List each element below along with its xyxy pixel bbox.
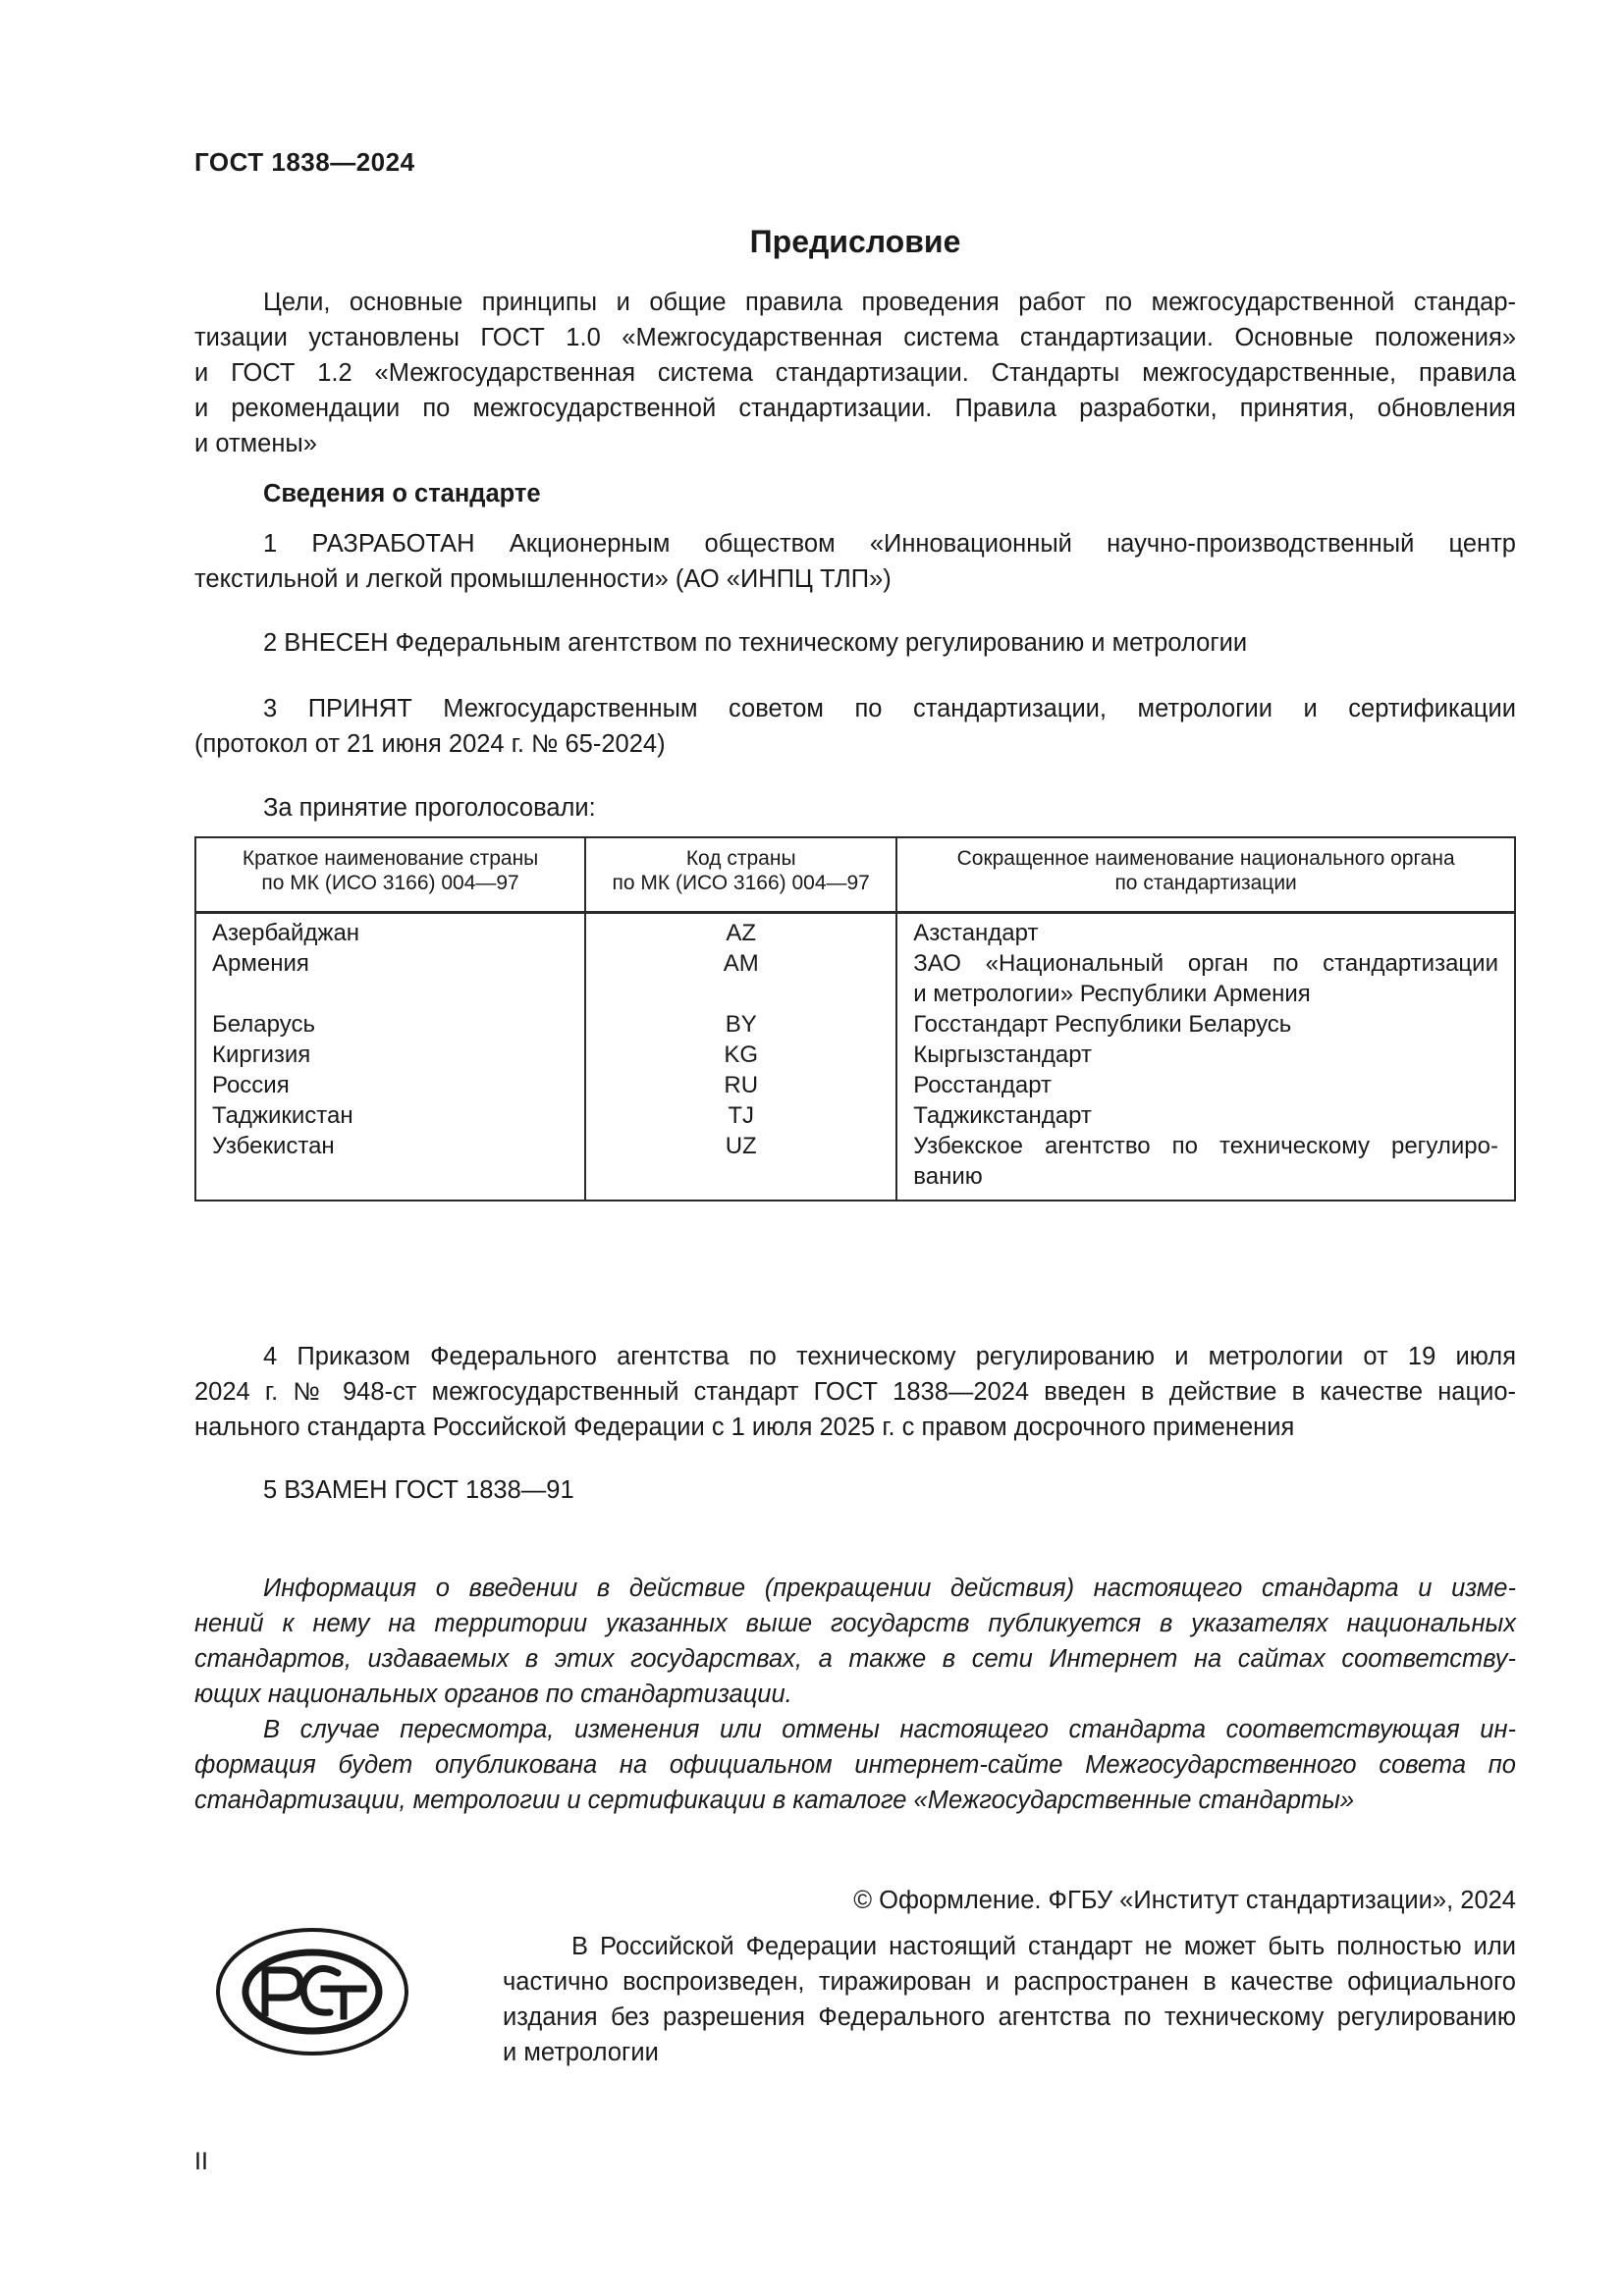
rights-line: В Российской Федерации настоящий стандарт не может быть полностью или (571, 1933, 1516, 1960)
organ-cell: ЗАО «Национальный орган по стандартизации и метрологии» Республики Армения (896, 948, 1515, 1009)
intro-line: и отмены» (194, 430, 317, 457)
code-cell: RU (585, 1070, 896, 1100)
item-1-paragraph (194, 526, 1516, 597)
code-cell: KG (585, 1040, 896, 1070)
table-row (195, 1009, 1515, 1040)
table-row (195, 1131, 1515, 1201)
organ-cell: Таджикстандарт (896, 1100, 1515, 1131)
intro-line: Цели, основные принципы и общие правила проведения работ по межгосударственной стандар- (263, 289, 1516, 316)
code-cell: AM (585, 948, 896, 1009)
country-cell: Азербайджан (195, 913, 585, 949)
organ-cell: Азстандарт (896, 913, 1515, 949)
notice-paragraph-2 (194, 1712, 1516, 1818)
table-row (195, 1100, 1515, 1131)
item-1-line: текстильной и легкой промышленности» (АО «ИНПЦ ТЛП») (194, 565, 892, 593)
organ-cell: Узбекское агентство по техническому регулиро- ванию (896, 1131, 1515, 1201)
table-header-row (195, 837, 1515, 913)
notice-line: стандартов, издаваемых в этих государствах, а также в сети Интернет на сайтах соответству- (194, 1645, 1516, 1673)
country-cell: Россия (195, 1070, 585, 1100)
notice-line: В случае пересмотра, изменения или отмены настоящего стандарта соответствующая ин- (263, 1716, 1516, 1743)
notice-line: ющих национальных органов по стандартизации. (194, 1681, 792, 1708)
rights-line: и метрологии (503, 2039, 659, 2066)
item-5-paragraph: 5 ВЗАМЕН ГОСТ 1838—91 (263, 1476, 574, 1504)
code-cell: BY (585, 1009, 896, 1040)
copyright-line: © Оформление. ФГБУ «Институт стандартизации», 2024 (853, 1887, 1516, 1914)
notice-line: Информация о введении в действие (прекращении действия) настоящего стандарта и изме- (263, 1575, 1516, 1602)
notice-paragraph-1 (194, 1571, 1516, 1712)
intro-paragraph (194, 285, 1516, 461)
column-header-country: Краткое наименование страны по МК (ИСО 3166) 004—97 (195, 837, 585, 913)
rights-line: издания без разрешения Федерального агентства по техническому регулированию (503, 2003, 1516, 2031)
item-4-line: нального стандарта Российской Федерации с 1 июля 2025 г. с правом досрочного применения (194, 1414, 1295, 1441)
voting-countries-table (194, 836, 1516, 1201)
rights-paragraph (503, 1929, 1516, 2070)
page-number: II (194, 2148, 208, 2175)
column-header-code: Код страны по МК (ИСО 3166) 004—97 (585, 837, 896, 913)
country-cell: Киргизия (195, 1040, 585, 1070)
gost-r-conformity-mark-icon (214, 1926, 410, 2058)
intro-line: тизации установлены ГОСТ 1.0 «Межгосударственная система стандартизации. Основные положения» (194, 324, 1516, 351)
column-header-organ: Сокращенное наименование национального органа по стандартизации (896, 837, 1515, 913)
organ-cell: Госстандарт Республики Беларусь (896, 1009, 1515, 1040)
table-row (195, 948, 1515, 1009)
code-cell: UZ (585, 1131, 896, 1201)
item-2-paragraph: 2 ВНЕСЕН Федеральным агентством по техническому регулированию и метрологии (263, 629, 1248, 657)
intro-line: и рекомендации по межгосударственной стандартизации. Правила разработки, принятия, обновления (194, 395, 1516, 422)
country-cell: Беларусь (195, 1009, 585, 1040)
item-4-line: 4 Приказом Федерального агентства по техническому регулированию и метрологии от 19 июля (263, 1343, 1516, 1370)
document-page (194, 0, 1516, 2296)
notice-line: стандартизации, метрологии и сертификации в каталоге «Межгосударственные стандарты» (194, 1787, 1355, 1814)
code-cell: AZ (585, 913, 896, 949)
item-4-paragraph (194, 1339, 1516, 1445)
country-cell: Армения (195, 948, 585, 1009)
item-4-line: 2024 г. № 948-ст межгосударственный стандарт ГОСТ 1838—2024 введен в действие в качестве нацио- (194, 1378, 1516, 1406)
notice-line: формация будет опубликована на официальном интернет-сайте Межгосударственного совета по (194, 1751, 1516, 1779)
organ-cell: Росстандарт (896, 1070, 1515, 1100)
code-cell: TJ (585, 1100, 896, 1131)
item-3-line: 3 ПРИНЯТ Межгосударственным советом по стандартизации, метрологии и сертификации (263, 695, 1516, 722)
rights-line: частично воспроизведен, тиражирован и распространен в качестве официального (503, 1968, 1516, 1996)
item-3-paragraph (194, 691, 1516, 762)
intro-line: и ГОСТ 1.2 «Межгосударственная система стандартизации. Стандарты межгосударственные, правила (194, 359, 1516, 387)
info-heading: Сведения о стандарте (263, 480, 541, 507)
item-3-line: (протокол от 21 июня 2024 г. № 65-2024) (194, 730, 666, 758)
voted-label: За принятие проголосовали: (263, 794, 596, 822)
item-1-line: 1 РАЗРАБОТАН Акционерным обществом «Инновационный научно-производственный центр (263, 530, 1516, 558)
table-row (195, 1070, 1515, 1100)
organ-cell: Кыргызстандарт (896, 1040, 1515, 1070)
country-cell: Узбекистан (195, 1131, 585, 1201)
country-cell: Таджикистан (195, 1100, 585, 1131)
document-code: ГОСТ 1838—2024 (194, 147, 415, 177)
notice-line: нений к нему на территории указанных выше государств публикуется в указателях национальных (194, 1610, 1516, 1637)
table-row (195, 913, 1515, 949)
page-title: Предисловие (749, 224, 961, 259)
table-row (195, 1040, 1515, 1070)
